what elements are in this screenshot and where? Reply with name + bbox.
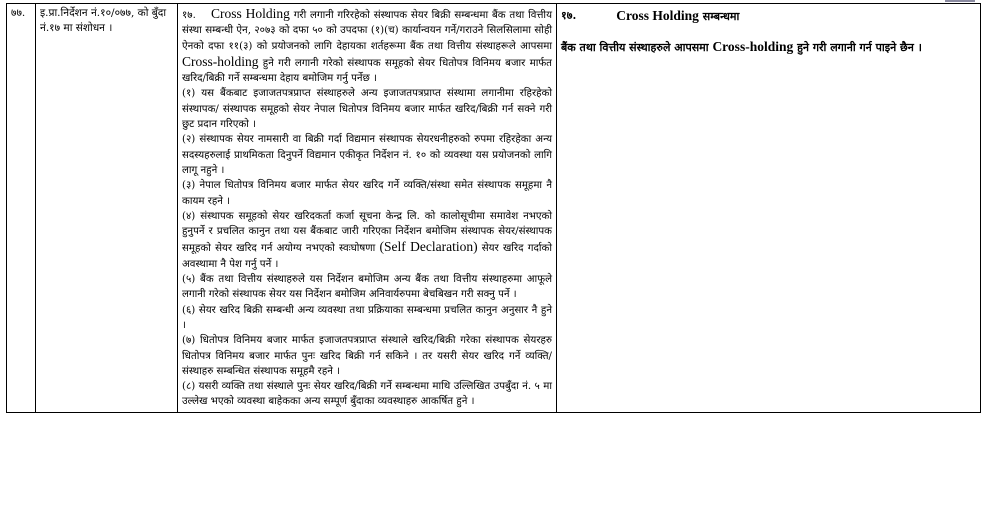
- amended-point-3: (३) नेपाल धितोपत्र विनिमय बजार मार्फत सेयर खरिद गर्ने व्यक्ति/संस्था समेत संस्थापक समूहमा नै कायम रहने ।: [182, 180, 552, 207]
- amended-point-7: (७) धितोपत्र विनिमय बजार मार्फत इजाजतपत्रप्राप्त संस्थाले खरिद/बिक्री गरेका संस्थापक सेयरहरु धितोपत्र विनिमय बजार मार्फत पुनः खरिद बिक्री गर्न सकिने । तर यसरी सेयर खरिद गर्ने व्यक्ति/संस्थाहरु सम्बन्धित संस्थापक समूहमै रहने ।: [182, 335, 552, 377]
- original-provision-cell: [557, 4, 981, 413]
- amendment-table: [6, 3, 981, 413]
- original-heading: [561, 8, 976, 25]
- amended-point-6: (६) सेयर खरिद बिक्री सम्बन्धी अन्य व्यवस्था तथा प्रक्रियाका सम्बन्धमा प्रचलित कानुन अनुसार नै हुने ।: [182, 304, 552, 331]
- amended-point-4-text-b: सेयर खरिद गर्दाको अवस्थामा नै पेश गर्नु पर्ने ।: [182, 243, 552, 270]
- original-heading-number: १७.: [561, 9, 577, 22]
- original-heading-suffix: सम्बन्धमा: [702, 10, 740, 23]
- amended-point-1: (१) यस बैंकबाट इजाजतपत्रप्राप्त संस्थाहरुले अन्य इजाजतपत्रप्राप्त संस्थामा लगानीमा रहिरहेको संस्थापक/ संस्थापक समूहको सेयर नेपाल धितोपत्र विनिमय बजार मार्फत खरिद/बिक्री गर्न सक्ने गरी छुट प्रदान गरिएको ।: [182, 88, 552, 131]
- reference-cell: [36, 4, 178, 413]
- reference-text: इ.प्रा.निर्देशन नं.१०/०७७, को बुँदा नं.१७ मा संशोधन ।: [40, 7, 167, 34]
- original-body: [561, 39, 976, 56]
- serial-cell: [7, 4, 36, 413]
- amended-point-4: [182, 209, 552, 272]
- amended-point-8: (८) यसरी व्यक्ति तथा संस्थाले पुनः सेयर खरिद/बिक्री गर्ने सम्बन्धमा माथि उल्लिखित उपबुँदा नं. ५ मा उल्लेख भएको व्यवस्था बाहेकका अन्य सम्पूर्ण बुँदाका व्यवस्थाहरु आकर्षित हुने ।: [182, 381, 552, 408]
- amended-intro-latin: Cross-holding: [182, 53, 259, 69]
- original-heading-title: [616, 8, 739, 25]
- amended-heading-latin: Cross Holding: [210, 6, 290, 21]
- amended-heading-number: १७.: [182, 10, 196, 21]
- original-text-latin: Cross-holding: [712, 39, 794, 54]
- amended-intro-text-1: गरी लगानी गरिरहेको संस्थापक सेयर बिक्री सम्बन्धमा बैंक तथा वित्तीय संस्था सम्बन्धी ऐन, २०७३ को दफा ५० को उपदफा (१)(च) कार्यान्वयन गर्ने/गराउने सिलसिलामा सोही ऐनको दफा ११(३) को प्रयोजनको लागि देहायका शर्तहरूमा बैंक तथा वित्तीय संस्थाहरूले आपसमा: [182, 10, 552, 52]
- original-text-2: हुने गरी लगानी गर्न पाइने छैन ।: [797, 41, 922, 54]
- amended-provision-cell: [178, 4, 557, 413]
- amended-intro-text-2: हुने गरी लगानी गरेको संस्थापक समूहको सेयर धितोपत्र विनिमय बजार मार्फत खरिद/बिक्री गर्ने सम्बन्धमा देहाय बमोजिम गर्नु पर्नेछ ।: [182, 57, 552, 85]
- amended-point-4-text-a: (४) संस्थापक समूहको सेयर खरिदकर्ता कर्जा सूचना केन्द्र लि. को कालोसूचीमा समावेश नभएको हुनुपर्ने र प्रचलित कानुन तथा यस बैंकबाट जारी गरिएका निर्देशन बमोजिम संस्थापक सेयर/संस्थापक समूहको सेयर खरिद गर्न अयोग्य नभएको स्वःघोषणा: [182, 210, 552, 255]
- amended-intro: [182, 6, 552, 86]
- document-frame: [6, 3, 981, 501]
- original-text-1: बैंक तथा वित्तीय संस्थाहरुले आपसमा: [561, 41, 709, 54]
- page-edge-decoration: [945, 0, 975, 2]
- amended-point-4-latin: (Self Declaration): [379, 239, 478, 255]
- serial-number: ७७.: [11, 7, 26, 19]
- table-row: [7, 4, 981, 413]
- original-heading-latin: Cross Holding: [616, 8, 699, 23]
- amended-point-5: (५) बैंक तथा वित्तीय संस्थाहरुले यस निर्देशन बमोजिम अन्य बैंक तथा वित्तीय संस्थाहरुमा आफूले लगानी गरेको संस्थापक सेयर यस निर्देशन बमोजिम अनिवार्यरुपमा बेचबिखन गरी सक्नु पर्ने ।: [182, 274, 552, 301]
- amended-point-2: (२) संस्थापक सेयर नामसारी वा बिक्री गर्दा विद्यमान संस्थापक सेयरधनीहरुको रुपमा रहिरहेका अन्य सदस्यहरुलाई प्राथमिकता दिनुपर्ने विद्यमान एकीकृत निर्देशन नं. १० को व्यवस्था यस प्रयोजनको लागि लागू नहुने ।: [182, 134, 552, 176]
